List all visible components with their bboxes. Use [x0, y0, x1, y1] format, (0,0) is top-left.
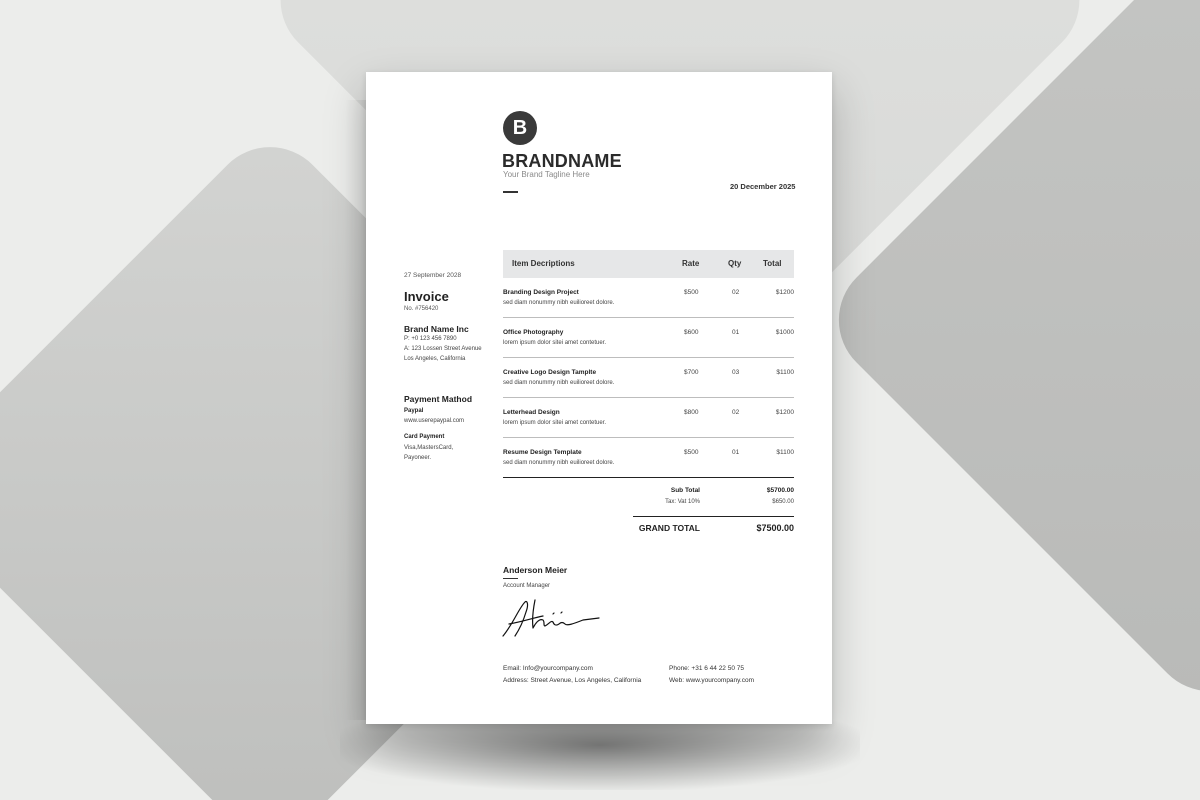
item-description: lorem ipsum dolor sitei amet contetuer. [503, 420, 607, 426]
invoice-date: 27 September 2028 [404, 272, 462, 279]
header-item: Item Decriptions [512, 259, 575, 268]
item-title: Resume Design Template [503, 449, 582, 456]
footer-web: Web: www.yourcompany.com [669, 677, 755, 684]
item-title: Letterhead Design [503, 409, 560, 416]
tax-value: $650.00 [772, 499, 794, 505]
grand-total-divider [633, 516, 794, 517]
payment-method-name: Card Payment [404, 434, 445, 440]
invoice-sheet [366, 72, 832, 724]
payment-title: Payment Mathod [404, 394, 473, 404]
client-company: Brand Name Inc [404, 324, 469, 334]
header-rate: Rate [682, 259, 700, 268]
table-row [503, 318, 794, 358]
footer-email: Email: Info@yourcompany.com [503, 665, 593, 672]
item-title: Office Photography [503, 329, 564, 336]
invoice-number: No. #756420 [404, 306, 439, 312]
item-total: $1200 [775, 409, 794, 416]
brand-tagline: Your Brand Tagline Here [503, 170, 590, 179]
brand-name: BRANDNAME [502, 151, 622, 171]
item-description: sed diam nonummy nibh euilioreet dolore. [503, 300, 615, 306]
item-rate: $800 [684, 409, 699, 416]
item-qty: 01 [732, 329, 740, 336]
tax-label: Tax: Vat 10% [665, 499, 700, 505]
item-qty: 02 [732, 289, 740, 296]
payment-method-line: Visa,MastersCard, [404, 445, 454, 451]
item-title: Branding Design Project [503, 289, 579, 296]
footer-phone: Phone: +31 6 44 22 50 75 [669, 665, 744, 672]
item-rate: $500 [684, 289, 699, 296]
client-address-line2: Los Angeles, California [404, 356, 466, 362]
header-qty: Qty [728, 259, 742, 268]
grand-total-value: $7500.00 [756, 523, 794, 533]
signer-name: Anderson Meier [503, 565, 568, 575]
table-row [503, 358, 794, 398]
brand-divider [503, 191, 518, 193]
payment-method-line: www.userepaypal.com [404, 418, 465, 424]
client-address-line1: A: 123 Lossen Street Avenue [404, 346, 482, 352]
table-row [503, 398, 794, 438]
item-rate: $700 [684, 369, 699, 376]
header-date: 20 December 2025 [730, 182, 796, 191]
item-description: sed diam nonummy nibh euilioreet dolore. [503, 380, 615, 386]
grand-total-label: GRAND TOTAL [638, 523, 700, 533]
item-qty: 03 [732, 369, 740, 376]
table-row [503, 278, 794, 318]
item-total: $1100 [776, 449, 794, 456]
item-description: sed diam nonummy nibh euilioreet dolore. [503, 460, 615, 466]
payment-method-line: Payoneer. [404, 455, 432, 461]
items-table-header [503, 250, 794, 278]
item-total: $1000 [775, 329, 794, 336]
subtotal-value: $5700.00 [766, 487, 794, 494]
item-qty: 01 [732, 449, 740, 456]
handwritten-signature [499, 594, 609, 644]
item-total: $1200 [775, 289, 794, 296]
brand-logo-icon: B [503, 111, 537, 145]
invoice-title: Invoice [404, 289, 449, 304]
item-title: Creative Logo Design Tamplte [503, 369, 597, 376]
signer-underline [503, 578, 518, 579]
item-rate: $500 [684, 449, 699, 456]
item-description: lorem ipsum dolor sitei amet contetuer. [503, 340, 607, 346]
signer-role: Account Manager [503, 583, 551, 589]
item-rate: $600 [684, 329, 699, 336]
footer-address: Address: Street Avenue, Los Angeles, California [503, 677, 642, 684]
table-row [503, 438, 794, 478]
item-qty: 02 [732, 409, 740, 416]
client-phone: P: +0 123 456 7890 [404, 336, 457, 342]
subtotal-label: Sub Total [670, 487, 700, 494]
payment-method-name: Paypal [404, 408, 424, 414]
item-total: $1100 [776, 369, 794, 376]
header-total: Total [763, 259, 782, 268]
